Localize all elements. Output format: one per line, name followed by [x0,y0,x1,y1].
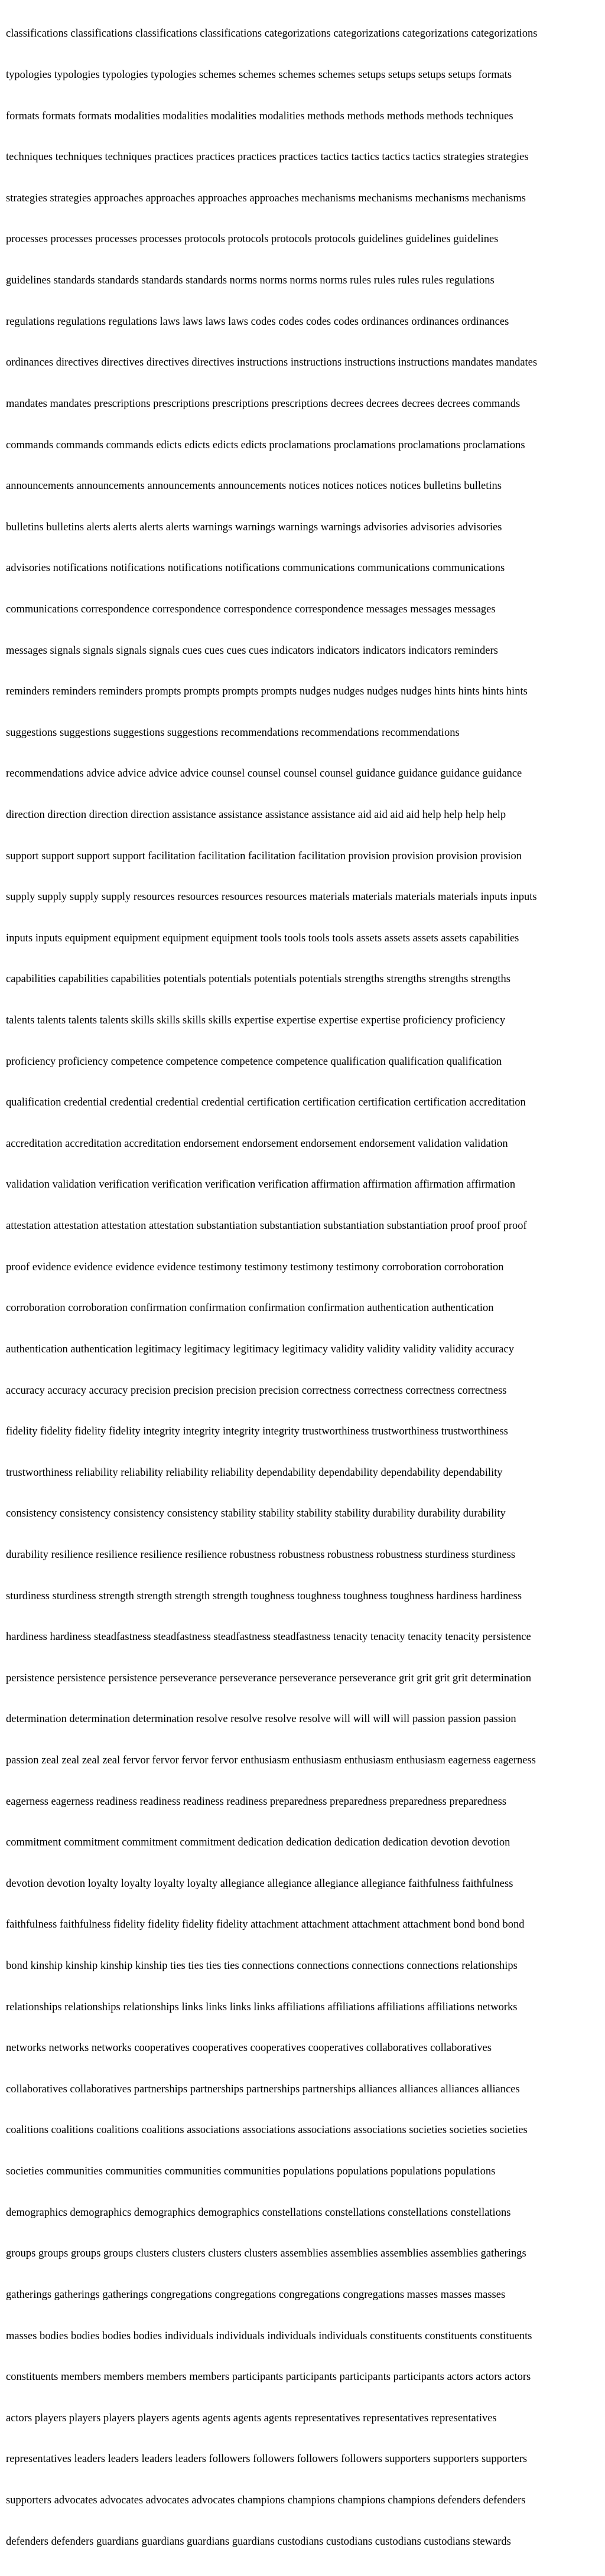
text-line: capabilities capabilities capabilities potentials potentials potentials potentials strengths strengths strengths strengths [6,973,510,986]
text-line: groups groups groups groups clusters clusters clusters clusters assemblies assemblies assemblies assemblies gatherings [6,2248,526,2260]
text-line: fidelity fidelity fidelity fidelity integrity integrity integrity integrity trustworthiness trustworthiness trustworthiness [6,1426,508,1438]
text-line: bulletins bulletins alerts alerts alerts alerts warnings warnings warnings warnings advisories advisories advisories [6,521,502,533]
text-line: determination determination determination resolve resolve resolve resolve will will will will passion passion passion [6,1713,516,1726]
text-line: regulations regulations regulations laws laws laws laws codes codes codes codes ordinances ordinances ordinances [6,315,509,328]
text-line: demographics demographics demographics demographics constellations constellations constellations constellations [6,2206,511,2219]
text-line: inputs inputs equipment equipment equipment equipment tools tools tools tools assets assets assets assets capabilities [6,932,519,944]
text-line: coalitions coalitions coalitions coalitions associations associations associations associations societies societies societies [6,2124,528,2137]
text-line: proficiency proficiency competence competence competence competence qualification qualification qualification [6,1055,502,1068]
text-line: reminders reminders reminders prompts prompts prompts prompts nudges nudges nudges nudges hints hints hints hints [6,686,528,698]
text-line: constituents members members members members participants participants participants participants actors actors actors [6,2371,531,2383]
text-line: validation validation verification verification verification verification affirmation affirmation affirmation affirmation [6,1179,516,1191]
text-line: support support support support facilitation facilitation facilitation facilitation provision provision provision provision [6,850,522,862]
text-line: typologies typologies typologies typologies schemes schemes schemes schemes setups setups setups setups formats [6,69,512,81]
text-line: communications correspondence correspondence correspondence correspondence messages messages messages [6,603,496,615]
text-line: corroboration corroboration confirmation confirmation confirmation confirmation authentication authentication [6,1302,494,1315]
text-line: sturdiness sturdiness strength strength strength strength toughness toughness toughness toughness hardiness hardiness [6,1590,522,1602]
text-line: networks networks networks cooperatives cooperatives cooperatives cooperatives collaboratives collaboratives [6,2042,492,2055]
text-line: commands commands commands edicts edicts edicts edicts proclamations proclamations proclamations proclamations [6,439,525,451]
text-line: collaboratives collaboratives partnerships partnerships partnerships partnerships alliances alliances alliances alliances [6,2083,520,2095]
text-line: representatives leaders leaders leaders leaders followers followers followers followers supporters supporters supporters [6,2453,528,2466]
text-line: ordinances directives directives directives directives instructions instructions instructions instructions mandates mandates [6,357,538,369]
text-line: announcements announcements announcements announcements notices notices notices notices bulletins bulletins [6,480,502,493]
text-line: processes processes processes processes protocols protocols protocols protocols guidelines guidelines guidelines [6,233,499,246]
text-line: devotion devotion loyalty loyalty loyalty loyalty allegiance allegiance allegiance allegiance faithfulness faithfulness [6,1877,513,1890]
text-line: proof evidence evidence evidence evidence testimony testimony testimony testimony corroboration corroboration [6,1261,504,1273]
text-line: accreditation accreditation accreditation endorsement endorsement endorsement endorsement validation validation [6,1137,508,1150]
text-line: consistency consistency consistency consistency stability stability stability stability durability durability durability [6,1508,506,1520]
text-line: relationships relationships relationships links links links links affiliations affiliations affiliations affiliations networks [6,2001,518,2013]
text-line: classifications classifications classifications classifications categorizations categorizations categorizations categorizations [6,28,538,40]
text-line: mandates mandates prescriptions prescriptions prescriptions prescriptions decrees decrees decrees decrees commands [6,397,521,410]
document-page [6,0,603,2548]
text-line: durability resilience resilience resilience resilience robustness robustness robustness robustness sturdiness sturdiness [6,1548,516,1561]
text-line: direction direction direction direction assistance assistance assistance assistance aid aid aid aid help help help help [6,808,506,821]
text-line: advisories notifications notifications notifications notifications communications communications communications [6,562,505,575]
text-line: persistence persistence persistence perseverance perseverance perseverance perseverance grit grit grit grit determination [6,1672,532,1684]
text-line: attestation attestation attestation attestation substantiation substantiation substantiation substantiation proof proof proof [6,1220,527,1232]
text-line: suggestions suggestions suggestions suggestions recommendations recommendations recommendations [6,726,460,739]
text-line: guidelines standards standards standards standards norms norms norms norms rules rules rules rules regulations [6,275,495,287]
text-line: accuracy accuracy accuracy precision precision precision precision correctness correctness correctness correctness [6,1384,507,1397]
text-line: qualification credential credential credential credential certification certification certification certification accreditation [6,1097,526,1109]
body-text [6,0,603,2576]
text-line: strategies strategies approaches approaches approaches approaches mechanisms mechanisms mechanisms mechanisms [6,192,526,204]
text-line: recommendations advice advice advice advice counsel counsel counsel counsel guidance guidance guidance guidance [6,768,522,780]
text-line: actors players players players players agents agents agents agents representatives representatives representatives [6,2412,497,2424]
text-line: passion zeal zeal zeal zeal fervor fervor fervor fervor enthusiasm enthusiasm enthusiasm enthusiasm eagerness eagerness [6,1755,536,1766]
text-line: supporters advocates advocates advocates advocates champions champions champions champions defenders defenders [6,2494,526,2506]
text-line: eagerness eagerness readiness readiness readiness readiness preparedness preparedness preparedness preparedness [6,1795,507,1808]
text-line: formats formats formats modalities modalities modalities modalities methods methods methods methods techniques [6,110,513,122]
text-line: defenders defenders guardians guardians guardians guardians custodians custodians custodians custodians stewards [6,2535,511,2548]
text-line: societies communities communities communities communities populations populations populations populations [6,2166,496,2178]
text-line: faithfulness faithfulness fidelity fidelity fidelity fidelity attachment attachment attachment attachment bond bond bond [6,1919,525,1931]
text-line: trustworthiness reliability reliability reliability reliability dependability dependability dependability dependability [6,1466,503,1479]
text-line: talents talents talents talents skills skills skills skills expertise expertise expertise expertise proficiency proficiency [6,1015,506,1027]
text-line: gatherings gatherings gatherings congregations congregations congregations congregations masses masses masses [6,2288,506,2301]
text-line: techniques techniques techniques practices practices practices practices tactics tactics tactics tactics strategies strategies [6,151,529,164]
text-line: masses bodies bodies bodies bodies individuals individuals individuals individuals constituents constituents constituents [6,2330,532,2342]
text-line: messages signals signals signals signals cues cues cues cues indicators indicators indicators indicators reminders [6,644,498,657]
text-line: bond kinship kinship kinship kinship ties ties ties ties connections connections connections connections relationships [6,1960,518,1972]
text-line: authentication authentication legitimacy legitimacy legitimacy legitimacy validity validity validity validity accuracy [6,1343,514,1355]
text-line: hardiness hardiness steadfastness steadfastness steadfastness steadfastness tenacity tenacity tenacity tenacity persistence [6,1631,531,1644]
text-line: commitment commitment commitment commitment dedication dedication dedication dedication devotion devotion [6,1837,510,1849]
text-line: supply supply supply supply resources resources resources resources materials materials materials materials inputs inputs [6,891,537,904]
